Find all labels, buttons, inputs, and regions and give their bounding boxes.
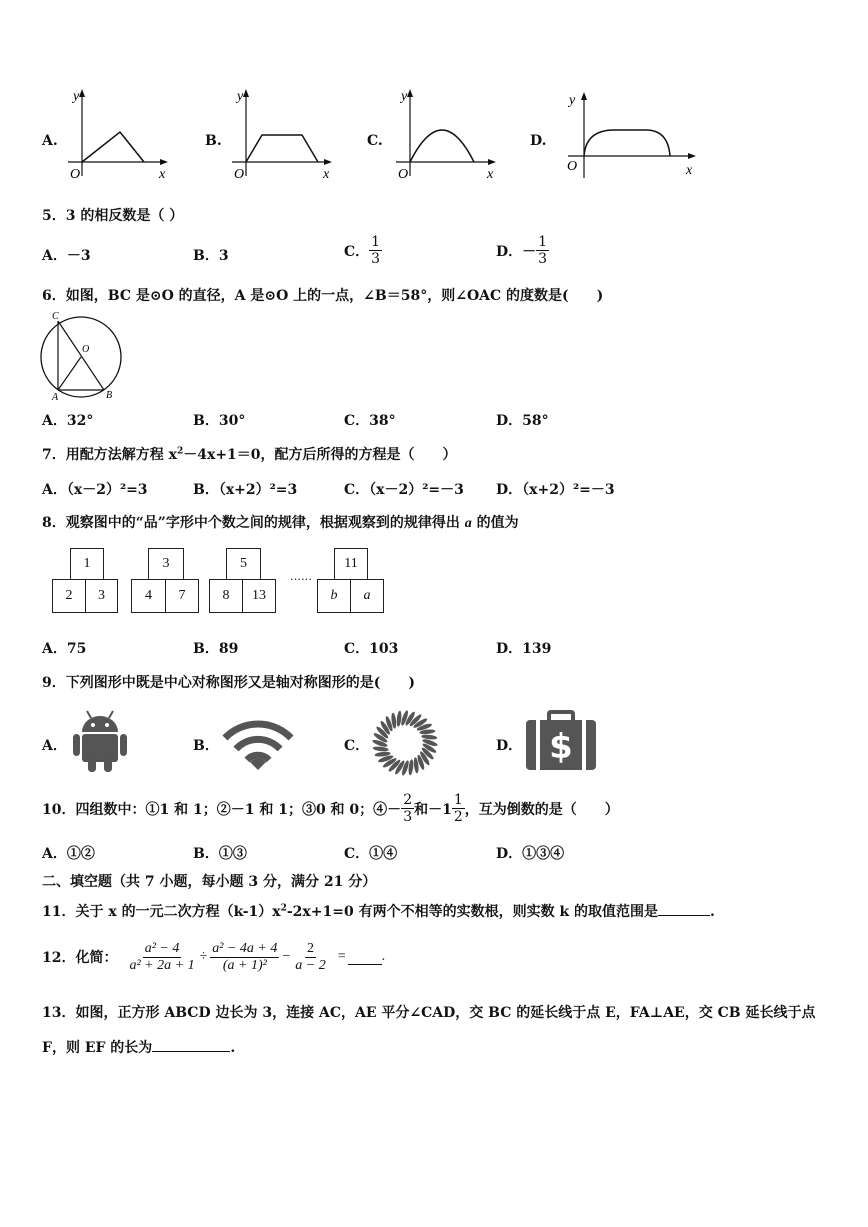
q4-a-origin-label: O xyxy=(70,167,81,182)
q8-stem-variable: a xyxy=(464,516,472,531)
q8-g3-top: 5 xyxy=(226,548,261,580)
q8-option-a: A．75 xyxy=(42,641,87,657)
q13-line-2 xyxy=(42,1037,235,1057)
q4-c-origin-label: O xyxy=(398,167,409,182)
q10-f2-numerator: 1 xyxy=(453,792,463,808)
q8-stem-part-b: 的值为 xyxy=(471,515,519,531)
q9-option-c-letter: C． xyxy=(344,738,370,754)
q9-option-d-letter: D． xyxy=(496,738,523,754)
dollar-case-icon xyxy=(522,710,600,772)
q12-fraction-3 xyxy=(293,941,327,974)
q8-g4-right: a xyxy=(350,579,384,613)
sunburst-petal xyxy=(396,711,402,727)
q5-option-b: B．3 xyxy=(193,248,229,264)
q10-option-c: C．①④ xyxy=(344,846,398,862)
q10-option-a: A．①② xyxy=(42,846,95,862)
q5-option-d-letter: D．－ xyxy=(496,243,537,260)
q4-b-y-label: y xyxy=(237,89,244,104)
q4-b-origin-label: O xyxy=(234,167,245,182)
q10-stem-part-b: 和－1 xyxy=(414,801,452,818)
q7-option-c: C．（x－2）²=－3 xyxy=(344,482,464,498)
q6-circle-diagram xyxy=(36,308,130,402)
q7-stem-sup: 2 xyxy=(176,446,184,457)
q7-stem xyxy=(42,444,457,464)
q5-d-denominator: 3 xyxy=(538,251,548,267)
q7-option-d: D．（x+2）²=－3 xyxy=(496,482,615,498)
q7-stem-part-b: －4x+1＝0，配方后所得的方程是（ ） xyxy=(183,447,457,463)
q9-option-a-letter: A． xyxy=(42,738,67,754)
android-icon xyxy=(70,708,132,774)
q8-g2-top: 3 xyxy=(148,548,184,580)
q12-f3-denominator: a − 2 xyxy=(295,957,326,973)
q10-fraction-2 xyxy=(452,792,465,825)
q5-option-c-letter: C． xyxy=(344,243,370,260)
q8-option-d: D．139 xyxy=(496,641,552,657)
q12-f2-denominator: (a + 1)² xyxy=(222,957,267,973)
q4-d-origin-label: O xyxy=(567,159,578,174)
q5-c-numerator: 1 xyxy=(371,234,381,250)
q7-option-b: B．（x+2）²=3 xyxy=(193,482,298,498)
q11-text-part-a: 11．关于 x 的一元二次方程（k-1）x xyxy=(42,904,281,920)
q4-graph-c xyxy=(390,86,500,182)
q6-label-c: C xyxy=(52,311,59,322)
q12-minus-sign: − xyxy=(282,949,291,964)
q8-stem-part-a: 8．观察图中的“品”字形中个数之间的规律，根据观察到的规律得出 xyxy=(42,515,465,531)
q10-stem-part-a: 10．四组数中：①1 和 1；②－1 和 1；③0 和 0；④－ xyxy=(42,801,402,818)
q5-c-denominator: 3 xyxy=(371,251,381,267)
wifi-icon xyxy=(220,712,296,770)
q6-label-o: O xyxy=(82,344,90,355)
q6-label-a: A xyxy=(52,392,59,402)
q12-fraction-1 xyxy=(127,941,196,974)
q6-option-a: A．32° xyxy=(42,413,94,429)
q5-option-c xyxy=(344,234,382,267)
q8-g2-right: 7 xyxy=(165,579,199,613)
q4-c-y-label: y xyxy=(401,89,408,104)
q11-text-part-b: -2x+1=0 有两个不相等的实数根，则实数 k 的取值范围是 xyxy=(286,904,659,920)
q11-sup: 2 xyxy=(280,903,287,914)
q13-line-2-end: . xyxy=(230,1040,236,1056)
q4-graph-a xyxy=(62,86,172,182)
q8-g3-left: 8 xyxy=(209,579,243,613)
q4-b-x-label: x xyxy=(323,167,330,182)
q4-option-a-letter: A. xyxy=(42,133,58,149)
q10-fraction-1 xyxy=(401,792,414,825)
q11-text-end: . xyxy=(710,904,715,920)
q4-graph-d xyxy=(562,88,702,180)
q12-divide-sign: ÷ xyxy=(199,949,208,964)
q8-option-b: B．89 xyxy=(193,641,239,657)
q10-option-d: D．①③④ xyxy=(496,846,565,862)
q6-stem: 6．如图，BC 是⊙O 的直径，A 是⊙O 上的一点，∠B＝58°，则∠OAC 的度数是( ) xyxy=(42,288,604,304)
q6-option-b: B．30° xyxy=(193,413,246,429)
sunburst-petal xyxy=(421,734,437,740)
q7-stem-part-a: 7．用配方法解方程 x xyxy=(42,447,177,463)
q12-end: . xyxy=(381,949,386,964)
q12-expression xyxy=(42,936,385,978)
q12-fraction-2 xyxy=(210,941,279,974)
q8-g1-left: 2 xyxy=(52,579,86,613)
q6-label-b: B xyxy=(106,390,113,401)
q4-option-c-letter: C. xyxy=(367,133,383,149)
q5-option-d-fraction xyxy=(536,234,549,267)
q5-option-d xyxy=(496,234,549,267)
q8-g2-left: 4 xyxy=(131,579,166,613)
q10-f1-numerator: 2 xyxy=(403,792,413,808)
sunburst-petal xyxy=(373,746,389,752)
q8-g3-right: 13 xyxy=(242,579,276,613)
q11-text xyxy=(42,901,715,921)
q13-line-1: 13．如图，正方形 ABCD 边长为 3，连接 AC，AE 平分∠CAD，交 BC 的延长线于点 E，FA⊥AE，交 CB 延长线于点 xyxy=(42,1005,816,1021)
q6-option-d: D．58° xyxy=(496,413,549,429)
q10-f1-denominator: 3 xyxy=(403,809,413,825)
q4-option-b-letter: B. xyxy=(205,133,222,149)
q10-f2-denominator: 2 xyxy=(453,809,463,825)
q4-c-x-label: x xyxy=(487,167,494,182)
sunburst-petal xyxy=(408,759,414,775)
q4-option-d-letter: D. xyxy=(530,133,547,149)
sunburst-icon xyxy=(368,708,442,778)
q8-stem xyxy=(42,512,519,532)
dollar-sign: $ xyxy=(549,727,573,767)
q13-answer-blank[interactable] xyxy=(152,1037,230,1052)
q12-f1-denominator: a² + 2a + 1 xyxy=(129,957,195,973)
q12-equals-sign: = xyxy=(337,949,346,964)
q12-label: 12．化简： xyxy=(42,950,118,966)
q12-f2-numerator: a² − 4a + 4 xyxy=(212,940,278,956)
q5-option-c-fraction xyxy=(369,234,382,267)
q4-d-x-label: x xyxy=(686,163,693,178)
q8-g4-left: b xyxy=(317,579,351,613)
q9-stem: 9．下列图形中既是中心对称图形又是轴对称图形的是( ) xyxy=(42,675,415,691)
q10-stem xyxy=(42,792,619,825)
q8-g1-right: 3 xyxy=(85,579,118,613)
q13-line-2-text: F，则 EF 的长为 xyxy=(42,1040,153,1056)
q4-a-x-label: x xyxy=(159,167,166,182)
q8-option-c: C．103 xyxy=(344,641,399,657)
q9-option-b-letter: B． xyxy=(193,738,219,754)
q11-answer-blank[interactable] xyxy=(658,901,710,916)
q8-ellipsis: …… xyxy=(290,570,312,583)
q8-g4-top: 11 xyxy=(334,548,368,580)
q4-d-y-label: y xyxy=(569,93,576,108)
q6-option-c: C．38° xyxy=(344,413,396,429)
q12-answer-blank[interactable] xyxy=(348,950,382,965)
q10-option-b: B．①③ xyxy=(193,846,247,862)
q5-stem: 5．3 的相反数是（ ） xyxy=(42,208,184,224)
q5-d-numerator: 1 xyxy=(538,234,548,250)
section-2-title: 二、填空题（共 7 小题，每小题 3 分，满分 21 分） xyxy=(42,874,377,890)
q5-option-a: A．－3 xyxy=(42,248,91,264)
q4-a-y-label: y xyxy=(73,89,80,104)
q8-g1-top: 1 xyxy=(70,548,104,580)
q4-graph-b xyxy=(226,86,336,182)
q12-f1-numerator: a² − 4 xyxy=(144,940,180,956)
q10-stem-part-c: ，互为倒数的是（ ） xyxy=(464,801,619,818)
q12-f3-numerator: 2 xyxy=(306,940,314,956)
q7-option-a: A．（x－2）²=3 xyxy=(42,482,148,498)
